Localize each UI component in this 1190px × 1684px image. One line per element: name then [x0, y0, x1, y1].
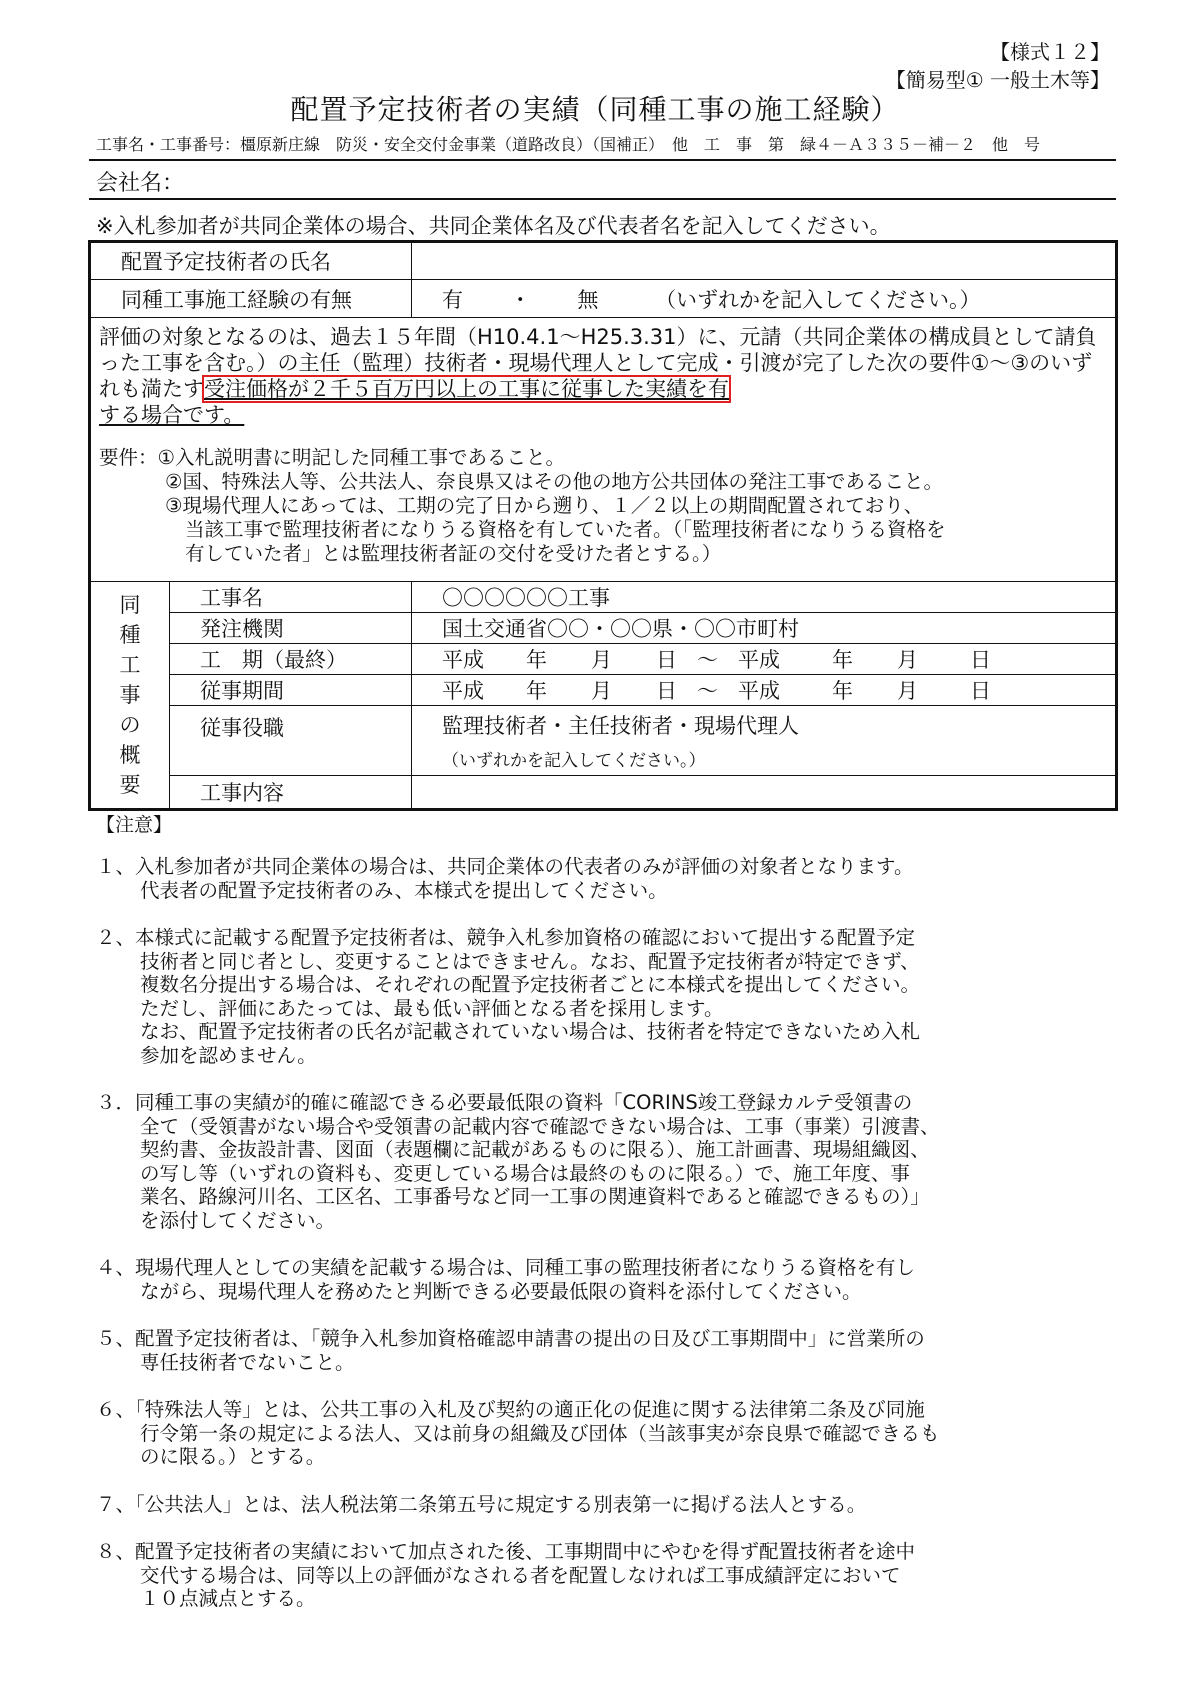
note-line-cont: 契約書、金抜設計書、図面（表題欄に記載があるものに限る）、施工計画書、現場組織図、 — [140, 1138, 930, 1161]
requirement-3-cont: 有していた者」とは監理技術者証の交付を受けた者とする。） — [185, 542, 722, 565]
day-label: 日 — [656, 679, 677, 703]
note-item — [96, 1091, 1086, 1232]
engineer-name-input[interactable] — [412, 242, 1117, 280]
client-value[interactable]: 国土交通省〇〇・〇〇県・〇〇市町村 — [412, 613, 1117, 644]
era-label: 平成 — [442, 679, 484, 703]
day-label: 日 — [656, 648, 677, 672]
engineer-name-label: 配置予定技術者の氏名 — [90, 242, 412, 280]
note-line-cont: 業名、路線河川名、工区名、工事番号など同一工事の関連資料であると確認できるもの）」 — [140, 1185, 930, 1208]
requirements — [99, 446, 1107, 566]
note-line: ２、本様式に記載する配置予定技術者は、競争入札参加資格の確認において提出する配置予定 — [96, 926, 916, 949]
row-label-role: 従事役職 — [170, 706, 412, 776]
note-line-cont: 代表者の配置予定技術者のみ、本様式を提出してください。 — [140, 878, 668, 902]
note-line-cont: ながら、現場代理人を務めたと判断できる必要最低限の資料を添付してください。 — [140, 1279, 862, 1303]
duty-period-value[interactable] — [412, 675, 1117, 706]
form-number: 【様式１２】 — [990, 40, 1110, 64]
requirement-3: ③現場代理人にあっては、工期の完了日から遡り、１／２以上の期間配置されており、 — [165, 494, 924, 517]
requirement-3-cont: 当該工事で監理技術者になりうる資格を有していた者。（「監理技術者になりうる資格を — [185, 518, 946, 541]
content-value[interactable] — [412, 776, 1117, 810]
note-line-cont: のに限る。）とする。 — [140, 1445, 326, 1468]
experience-value[interactable] — [412, 280, 1117, 318]
day-label: 日 — [970, 648, 991, 672]
row-label-period: 工 期（最終） — [170, 644, 412, 675]
year-label: 年 — [526, 679, 547, 703]
requirement-2: ②国、特殊法人等、公共法人、奈良県又はその他の地方公共団体の発注工事であること。 — [165, 470, 943, 493]
notes-heading: 【注意】 — [96, 814, 173, 836]
month-label: 月 — [897, 679, 918, 703]
note-line-cont: 交代する場合は、同等以上の評価がなされる者を配置しなければ工事成績評定において — [140, 1563, 901, 1587]
note-line-cont: を添付してください。 — [140, 1208, 336, 1232]
company-name-field[interactable]: 会社名： — [96, 171, 185, 196]
month-label: 月 — [591, 679, 612, 703]
note-line: ７、「公共法人」とは、法人税法第二条第五号に規定する別表第一に掲げる法人とする。 — [96, 1492, 867, 1516]
row-label-content: 工事内容 — [170, 776, 412, 810]
period-value[interactable] — [412, 644, 1117, 675]
year-label: 年 — [832, 679, 853, 703]
year-label: 年 — [526, 648, 547, 672]
summary-label — [90, 582, 170, 810]
note-line-cont: なお、配置予定技術者の氏名が記載されていない場合は、技術者を特定できないため入札 — [140, 1020, 921, 1043]
note-line-cont: 全て（受領書がない場合や受領書の記載内容で確認できない場合は、工事（事業）引渡書、 — [140, 1114, 940, 1138]
project-name: 工事名・工事番号：橿原新庄線 防災・安全交付金事業（道路改良）（国補正） 他 工 事 第 緑４－Ａ３３５－補－２ 他 号 — [96, 135, 1041, 154]
note-item — [96, 855, 1086, 902]
eval-highlight: 受注価格が２千５百万円以上の工事に従事した実績を有 — [204, 377, 729, 401]
separator-dot: ・ — [509, 287, 531, 312]
note-item — [96, 1256, 1086, 1303]
work-name-value[interactable]: 〇〇〇〇〇〇工事 — [412, 582, 1117, 613]
note-item — [96, 926, 1086, 1067]
row-label-duty-period: 従事期間 — [170, 675, 412, 706]
note-item — [96, 1493, 1086, 1517]
row-label-work-name: 工事名 — [170, 582, 412, 613]
note-line-cont: 技術者と同じ者とし、変更することはできません。なお、配置予定技術者が特定できず、 — [140, 949, 920, 973]
requirement-1: 要件：①入札説明書に明記した同種工事であること。 — [99, 446, 565, 469]
form-type: 【簡易型① 一般土木等】 — [885, 68, 1110, 92]
experience-note: （いずれかを記入してください。） — [655, 287, 981, 312]
role-value[interactable] — [412, 706, 1117, 776]
note-line-cont: の写し等（いずれの資料も、変更している場合は最終のものに限る。）で、施工年度、事 — [140, 1161, 910, 1185]
note-line-cont: 複数名分提出する場合は、それぞれの配置予定技術者ごとに本様式を提出してください。 — [140, 973, 921, 996]
eval-text: 評価の対象となるのは、過去１５年間（H10.4.1～H25.3.31）に、元請（共同企業体の構成員として請負った工事を含む。）の主任（監理）技術者・現場代理人として完成・引渡が完了した次の要件①～③のいずれも満たす — [99, 325, 1097, 401]
tilde: ～ — [697, 679, 718, 703]
note-line: ３．同種工事の実績が的確に確認できる必要最低限の資料「CORINS竣工登録カルテ受領書の — [96, 1091, 913, 1114]
note-line: １、入札参加者が共同企業体の場合は、共同企業体の代表者のみが評価の対象者となります。 — [96, 855, 914, 878]
month-label: 月 — [591, 648, 612, 672]
role-options: 監理技術者・主任技術者・現場代理人 — [442, 714, 799, 738]
day-label: 日 — [970, 679, 991, 703]
month-label: 月 — [897, 648, 918, 672]
note-line-cont: 参加を認めません。 — [140, 1043, 317, 1067]
role-note: （いずれかを記入してください。） — [442, 751, 706, 771]
jv-note: ※入札参加者が共同企業体の場合、共同企業体名及び代表者名を記入してください。 — [96, 214, 891, 238]
note-line: ８、配置予定技術者の実績において加点された後、工事期間中にやむを得ず配置技術者を途中 — [96, 1540, 916, 1563]
evaluation-criteria — [90, 318, 1117, 582]
eval-tail: する場合です。 — [99, 403, 245, 427]
row-label-client: 発注機関 — [170, 613, 412, 644]
notes-list — [96, 855, 1086, 1635]
era-label: 平成 — [442, 648, 484, 672]
note-line-cont: 行令第一条の規定による法人、又は前身の組織及び団体（当該事実が奈良県で確認できるも — [140, 1421, 940, 1445]
note-item — [96, 1398, 1086, 1469]
experience-label: 同種工事施工経験の有無 — [90, 280, 412, 318]
tilde: ～ — [697, 648, 718, 672]
record-table — [88, 240, 1118, 811]
note-line-cont: 専任技術者でないこと。 — [140, 1350, 355, 1374]
note-line-cont: ただし、評価にあたっては、最も低い評価となる者を採用します。 — [140, 996, 724, 1020]
divider — [89, 159, 1116, 161]
year-label: 年 — [832, 648, 853, 672]
era-label: 平成 — [738, 648, 780, 672]
divider — [89, 198, 1116, 200]
note-line-cont: １０点減点とする。 — [140, 1587, 316, 1610]
note-line: ４、現場代理人としての実績を記載する場合は、同種工事の監理技術者になりうる資格を有し — [96, 1256, 916, 1279]
note-item — [96, 1327, 1086, 1374]
note-item — [96, 1540, 1086, 1611]
note-line: ５、配置予定技術者は、「競争入札参加資格確認申請書の提出の日及び工事期間中」に営業所の — [96, 1327, 925, 1350]
note-line: ６、「特殊法人等」とは、公共工事の入札及び契約の適正化の促進に関する法律第二条及び同施 — [96, 1398, 925, 1421]
experience-no[interactable]: 無 — [577, 287, 599, 312]
era-label: 平成 — [738, 679, 780, 703]
experience-yes[interactable]: 有 — [442, 287, 463, 312]
summary-label-text: 同種工事の概要 — [119, 593, 141, 797]
page-title: 配置予定技術者の実績（同種工事の施工経験） — [290, 93, 900, 126]
